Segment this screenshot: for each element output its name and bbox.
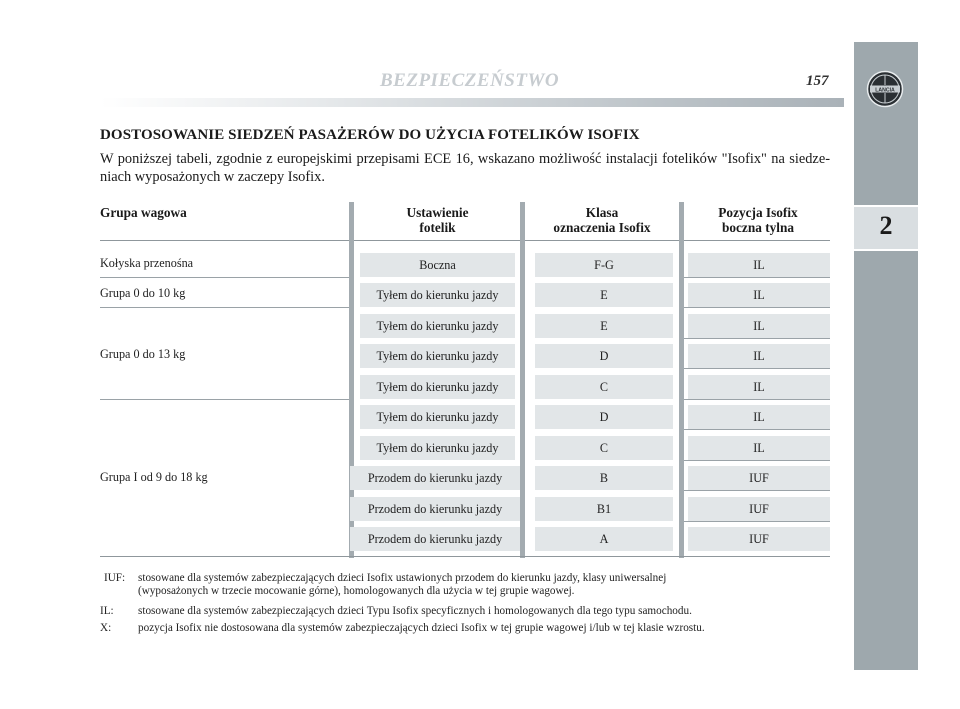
row-divider	[684, 399, 830, 400]
column-header-class	[528, 205, 676, 235]
orientation-cell: Tyłem do kierunku jazdy	[360, 344, 515, 368]
column-header-group-label: Grupa wagowa	[100, 205, 187, 220]
page-number: 157	[806, 73, 829, 89]
chapter-title: BEZPIECZEŃSTWO	[380, 70, 560, 91]
intro-paragraph: W poniższej tabeli, zgodnie z europejskimi przepisami ECE 16, wskazano możliwość instalacji fotelików "Isofix" na siedze-niach wyposażonych w zaczepy Isofix.	[100, 151, 830, 185]
column-header-position-line2: boczna tylna	[721, 220, 795, 235]
column-header-position	[688, 205, 828, 235]
column-header-position-line1: Pozycja Isofix	[718, 205, 798, 220]
footnote-text-line: stosowane dla systemów zabezpieczających dzieci Isofix ustawionych przodem do kierunku jazdy, klasy uniwersalnej	[138, 572, 667, 584]
chapter-tab[interactable]	[854, 205, 918, 251]
row-divider	[684, 277, 830, 278]
footnote-key: IL:	[100, 605, 114, 617]
position-cell: IL	[688, 283, 830, 307]
row-divider	[684, 307, 830, 308]
table-bottom-rule	[100, 556, 830, 557]
row-divider	[684, 460, 830, 461]
class-cell: B1	[535, 497, 673, 521]
position-cell: IL	[688, 253, 830, 277]
class-cell: D	[535, 405, 673, 429]
group-divider	[100, 399, 349, 400]
class-cell: D	[535, 344, 673, 368]
column-header-orientation	[360, 205, 515, 235]
footnote-text: stosowane dla systemów zabezpieczających dzieci Typu Isofix specyficznych i homologowanych dla tego typu samochodu.	[138, 605, 692, 617]
logo-text: LANCIA	[875, 87, 895, 94]
class-cell: B	[535, 466, 673, 490]
section-title: DOSTOSOWANIE SIEDZEŃ PASAŻERÓW DO UŻYCIA FOTELIKÓW ISOFIX	[100, 127, 640, 143]
class-cell: F-G	[535, 253, 673, 277]
position-cell: IUF	[688, 497, 830, 521]
group-divider	[100, 277, 349, 278]
row-divider	[684, 368, 830, 369]
group-label: Grupa 0 do 13 kg	[100, 347, 186, 361]
orientation-cell: Przodem do kierunku jazdy	[350, 466, 520, 490]
footnote-text: pozycja Isofix nie dostosowana dla systemów zabezpieczających dzieci Isofix w tej grupie wagowej i/lub w tej klasie wzrostu.	[138, 622, 705, 634]
row-divider	[684, 521, 830, 522]
orientation-cell: Tyłem do kierunku jazdy	[360, 283, 515, 307]
class-cell: A	[535, 527, 673, 551]
column-header-orientation-line1: Ustawienie	[406, 205, 469, 220]
row-divider	[684, 429, 830, 430]
column-separator	[679, 202, 684, 558]
column-separator	[520, 202, 525, 558]
footnote-text-line: (wyposażonych w trzecie mocowanie górne), homologowanych dla użycia w tej grupie wagowej.	[138, 585, 575, 597]
position-cell: IUF	[688, 466, 830, 490]
header-rule	[100, 98, 844, 107]
group-label: Kołyska przenośna	[100, 256, 194, 270]
group-label: Grupa I od 9 do 18 kg	[100, 470, 208, 484]
table-header-rule	[100, 240, 830, 241]
column-header-class-line1: Klasa	[585, 205, 619, 220]
position-cell: IL	[688, 314, 830, 338]
position-cell: IL	[688, 405, 830, 429]
column-header-class-line2: oznaczenia Isofix	[553, 220, 651, 235]
footnote-key: X:	[100, 622, 112, 634]
class-cell: C	[535, 436, 673, 460]
orientation-cell: Przodem do kierunku jazdy	[350, 497, 520, 521]
footnote-text	[138, 572, 838, 598]
footnote-key: IUF:	[104, 572, 126, 584]
orientation-cell: Przodem do kierunku jazdy	[350, 527, 520, 551]
group-divider	[100, 307, 349, 308]
orientation-cell: Tyłem do kierunku jazdy	[360, 405, 515, 429]
position-cell: IUF	[688, 527, 830, 551]
orientation-cell: Tyłem do kierunku jazdy	[360, 375, 515, 399]
row-divider	[684, 490, 830, 491]
chapter-sidebar	[854, 42, 918, 670]
class-cell: E	[535, 314, 673, 338]
column-header-group	[100, 205, 187, 220]
orientation-cell: Tyłem do kierunku jazdy	[360, 436, 515, 460]
row-divider	[684, 338, 830, 339]
lancia-logo-icon	[866, 70, 904, 108]
position-cell: IL	[688, 344, 830, 368]
column-header-orientation-line2: fotelik	[419, 220, 456, 235]
group-label: Grupa 0 do 10 kg	[100, 286, 186, 300]
class-cell: C	[535, 375, 673, 399]
position-cell: IL	[688, 375, 830, 399]
class-cell: E	[535, 283, 673, 307]
orientation-cell: Boczna	[360, 253, 515, 277]
chapter-number: 2	[879, 211, 893, 240]
orientation-cell: Tyłem do kierunku jazdy	[360, 314, 515, 338]
position-cell: IL	[688, 436, 830, 460]
